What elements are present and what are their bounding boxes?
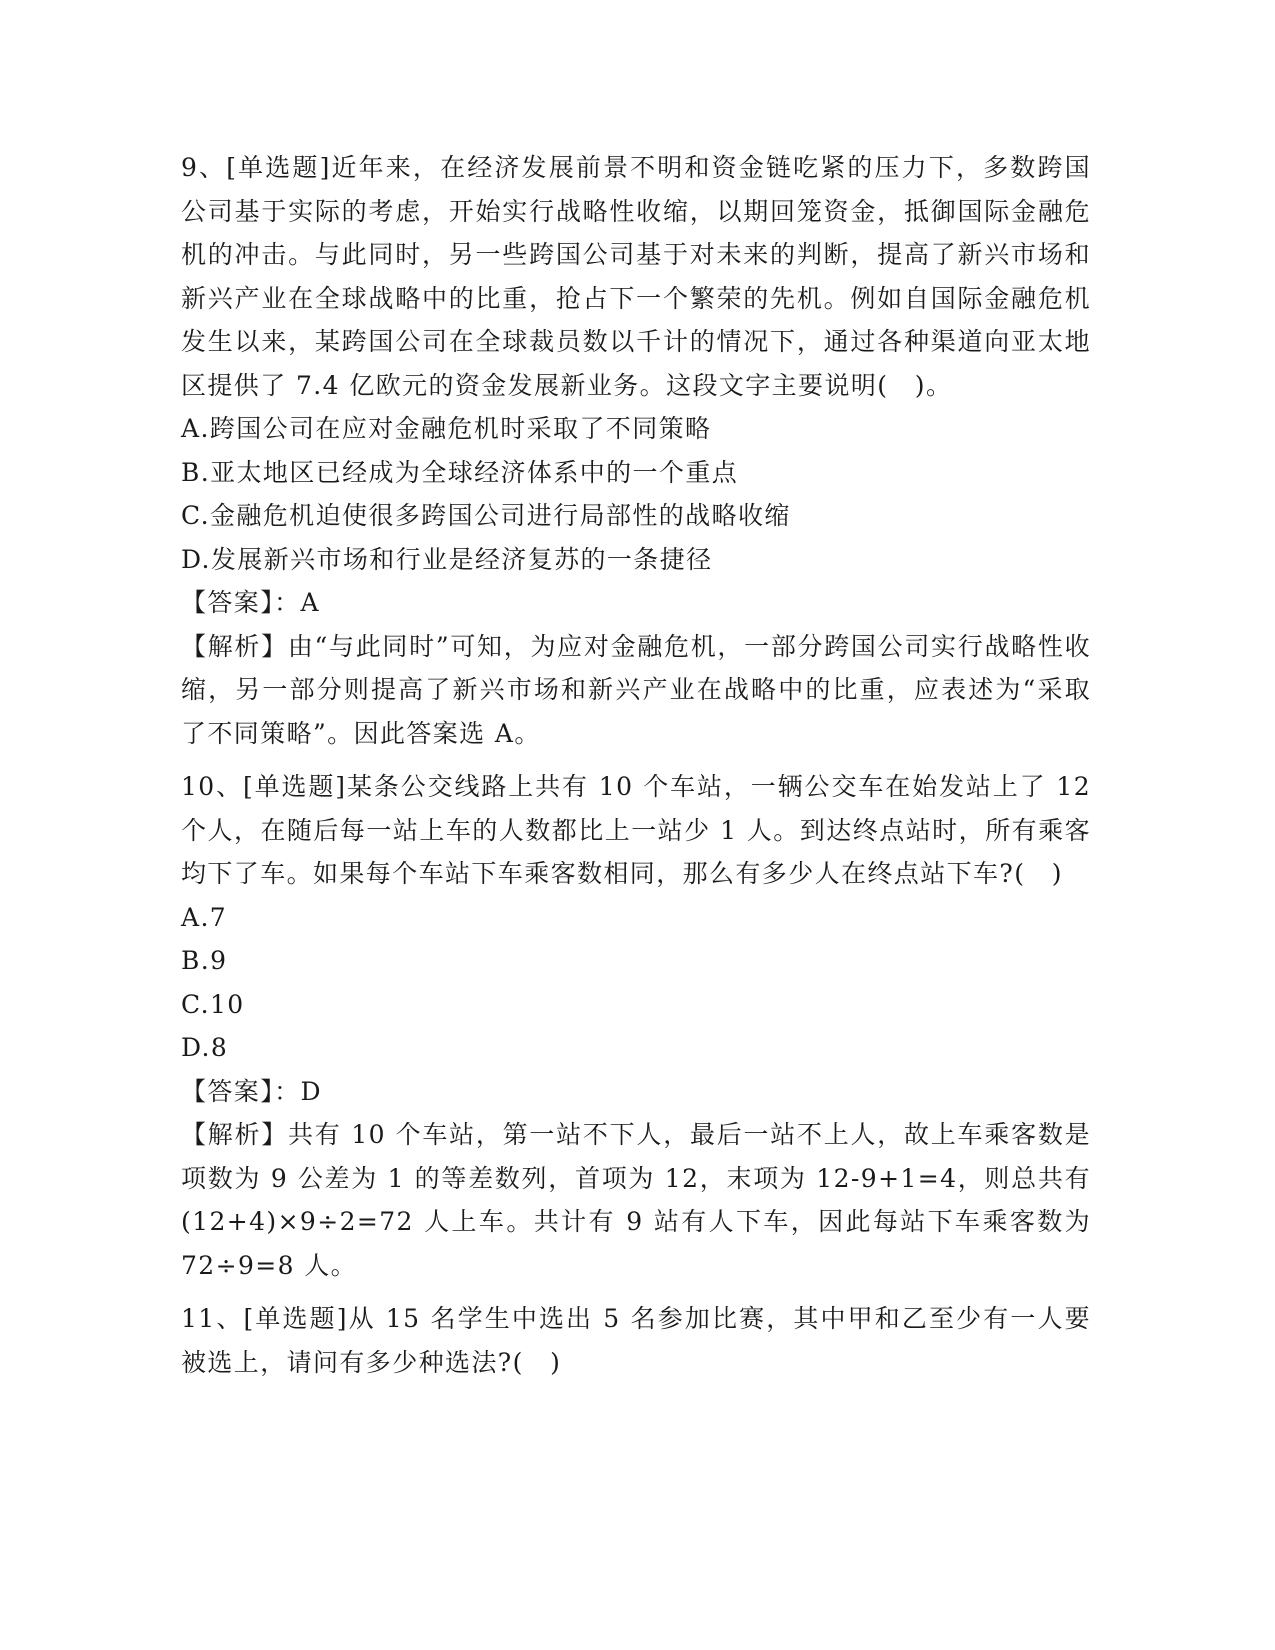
question-9 bbox=[181, 146, 1091, 755]
option-c: C.10 bbox=[181, 989, 245, 1019]
question-stem: 11、[单选题]从 15 名学生中选出 5 名参加比赛，其中甲和乙至少有一人要被选上，请问有多少种选法?( ) bbox=[181, 1304, 1091, 1377]
option-b: B.9 bbox=[181, 946, 228, 975]
analysis-text: 【解析】由“与此同时”可知，为应对金融危机，一部分跨国公司实行战略性收缩，另一部分则提高了新兴市场和新兴产业在战略中的比重，应表述为“采取了不同策略”。因此答案选 A。 bbox=[181, 631, 1091, 748]
document-page bbox=[181, 146, 1091, 1394]
question-11 bbox=[181, 1297, 1091, 1384]
option-d: D.发展新兴市场和行业是经济复苏的一条捷径 bbox=[181, 544, 713, 574]
answer-line: 【答案】：D bbox=[181, 1076, 322, 1106]
question-stem: 9、[单选题]近年来，在经济发展前景不明和资金链吃紧的压力下，多数跨国公司基于实际的考虑，开始实行战略性收缩，以期回笼资金，抵御国际金融危机的冲击。与此同时，另一些跨国公司基于对未来的判断，提高了新兴市场和新兴产业在全球战略中的比重，抢占下一个繁荣的先机。例如自国际金融危机发生以来，某跨国公司在全球裁员数以千计的情况下，通过各种渠道向亚太地区提供了 7.4 亿欧元的资金发展新业务。这段文字主要说明( )。 bbox=[181, 153, 1091, 400]
answer-line: 【答案】：A bbox=[181, 588, 320, 617]
option-b: B.亚太地区已经成为全球经济体系中的一个重点 bbox=[181, 457, 739, 487]
option-a: A.7 bbox=[181, 902, 228, 932]
question-stem: 10、[单选题]某条公交线路上共有 10 个车站，一辆公交车在始发站上了 12 个人，在随后每一站上车的人数都比上一站少 1 人。到达终点站时，所有乘客均下了车。如果每个车站下车乘客数相同，那么有多少人在终点站下车?( ) bbox=[181, 772, 1091, 888]
option-d: D.8 bbox=[181, 1033, 229, 1062]
option-a: A.跨国公司在应对金融危机时采取了不同策略 bbox=[181, 414, 712, 443]
question-10 bbox=[181, 765, 1091, 1287]
analysis-text: 【解析】共有 10 个车站，第一站不下人，最后一站不上人，故上车乘客数是项数为 9 公差为 1 的等差数列，首项为 12，末项为 12-9+1=4，则总共有(12+4)×9÷2=72 人上车。共计有 9 站有人下车，因此每站下车乘客数为 72÷9=8 人。 bbox=[181, 1120, 1091, 1280]
option-c: C.金融危机迫使很多跨国公司进行局部性的战略收缩 bbox=[181, 501, 791, 530]
